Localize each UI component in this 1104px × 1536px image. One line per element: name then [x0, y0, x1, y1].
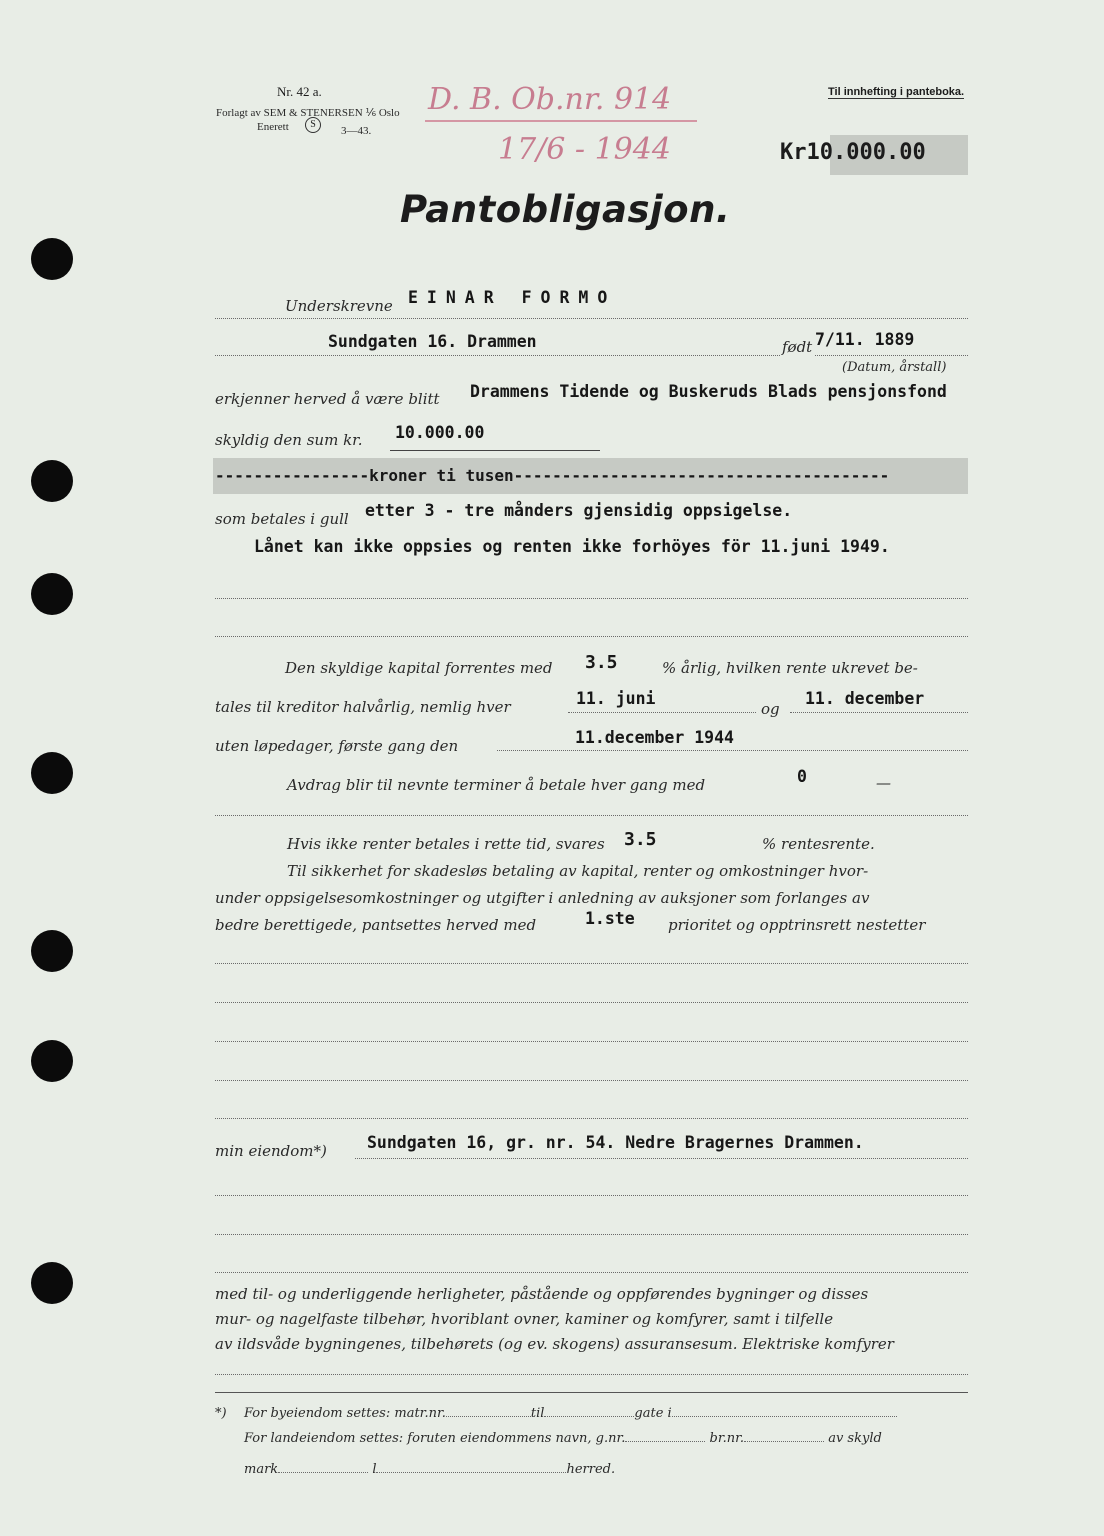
half-year-label: tales til kreditor halvårlig, nemlig hver [215, 698, 511, 716]
dotted-line [355, 1158, 968, 1159]
footnote-l-label: l [372, 1462, 377, 1477]
term-2: 11. december [805, 689, 925, 708]
debt-underline [390, 450, 600, 451]
term-1: 11. juni [576, 689, 656, 708]
undersigned-name: EINAR FORMO [408, 288, 617, 307]
property-label: min eiendom*) [215, 1142, 327, 1160]
footnote-to-label: til [530, 1406, 545, 1421]
dotted-line [790, 712, 968, 713]
first-payment-date: 11.december 1944 [575, 728, 734, 747]
born-value: 7/11. 1889 [815, 330, 915, 349]
interest-label: Den skyldige kapital forrentes med [285, 659, 553, 677]
registry-number: D. B. Ob.nr. 914 [428, 82, 672, 117]
amount-header: Kr10.000.00 [780, 140, 926, 165]
punch-hole [31, 238, 73, 280]
form-number: Nr. 42 a. [277, 84, 322, 99]
debt-label: skyldig den sum kr. [215, 431, 363, 449]
footnote-line-3 [244, 1462, 615, 1477]
punch-hole [31, 930, 73, 972]
debt-value: 10.000.00 [395, 423, 485, 442]
closing-text-2: mur- og nagelfaste tilbehør, hvoriblant ovner, kaminer og komfyrer, samt i tilfelle [215, 1310, 834, 1328]
dotted-line [215, 815, 968, 816]
footnote-line-2 [244, 1431, 882, 1446]
dotted-line [215, 1195, 968, 1196]
dotted-line [215, 355, 780, 356]
handwritten-date: 17/6 - 1944 [498, 132, 671, 167]
footnote-rule [215, 1392, 968, 1393]
publisher-logo-icon: S [305, 117, 321, 133]
interest-suffix: % årlig, hvilken rente ukrevet be- [662, 659, 918, 677]
address-value: Sundgaten 16. Drammen [328, 332, 537, 351]
and-label: og [761, 700, 780, 718]
punch-hole [31, 1040, 73, 1082]
dotted-line [215, 636, 968, 637]
creditor-value: Drammens Tidende og Buskeruds Blads pensjonsfond [470, 382, 947, 401]
late-interest-suffix: % rentesrente. [762, 835, 875, 853]
dotted-line [497, 750, 968, 751]
punch-hole [31, 1262, 73, 1304]
closing-text-1: med til- og underliggende herligheter, påstående og oppførendes bygninger og disses [215, 1285, 869, 1303]
creditor-label: erkjenner herved å være blitt [215, 390, 440, 408]
edition: 3—43. [341, 125, 372, 137]
installment-label: Avdrag blir til nevnte terminer å betale hver gang med [287, 776, 706, 794]
registry-underline [425, 120, 697, 122]
dotted-line [215, 1002, 968, 1003]
first-payment-label: uten løpedager, første gang den [215, 737, 459, 755]
footnote-mark-label: mark [244, 1462, 279, 1477]
loan-condition: Lånet kan ikke oppsies og renten ikke forhöyes för 11.juni 1949. [254, 537, 890, 556]
footnote-line-1 [244, 1406, 897, 1421]
publisher: Forlagt av SEM & STENERSEN ⅙ Oslo [216, 107, 400, 119]
security-text-3b: prioritet og opptrinsrett nestetter [668, 916, 926, 934]
property-value: Sundgaten 16, gr. nr. 54. Nedre Bragernes Drammen. [367, 1133, 864, 1152]
dotted-line [215, 1041, 968, 1042]
punch-hole [31, 460, 73, 502]
payable-value: etter 3 - tre månders gjensidig oppsigelse. [365, 501, 793, 520]
dotted-line [215, 598, 968, 599]
priority-value: 1.ste [585, 909, 635, 928]
undersigned-label: Underskrevne [285, 297, 393, 315]
footnote-skyld-label: av skyld [828, 1431, 882, 1446]
security-text-1: Til sikkerhet for skadesløs betaling av kapital, renter og omkostninger hvor- [287, 862, 869, 880]
footnote-rural-label: For landeiendom settes: foruten eiendommens navn, g.nr. [244, 1431, 626, 1446]
dotted-line [568, 712, 756, 713]
payable-label: som betales i gull [215, 510, 349, 528]
installment-dash: — [876, 774, 891, 792]
security-text-2: under oppsigelsesomkostninger og utgifter i anledning av auksjoner som forlanges av [215, 889, 870, 907]
dotted-line [215, 1080, 968, 1081]
dotted-line [215, 1272, 968, 1273]
footnote-mark: *) [215, 1406, 227, 1421]
punch-hole [31, 752, 73, 794]
rights-note: Enerett [257, 121, 289, 133]
dotted-line [215, 963, 968, 964]
closing-text-3: av ildsvåde bygningenes, tilbehørets (og ev. skogens) assuransesum. Elektriske komfyrer [215, 1335, 894, 1353]
security-text-3a: bedre berettigede, pantsettes herved med [215, 916, 537, 934]
dotted-line [215, 1374, 968, 1375]
footnote-street-label: gate i [634, 1406, 672, 1421]
footnote-brnr-label: br.nr. [709, 1431, 745, 1446]
dotted-line [215, 1118, 968, 1119]
footnote-city-label: For byeiendom settes: matr.nr. [244, 1406, 446, 1421]
born-caption: (Datum, årstall) [842, 360, 947, 375]
dotted-line [815, 355, 968, 356]
insert-note: Til innhefting i panteboka. [828, 86, 965, 98]
footnote-herred-label: herred. [566, 1462, 616, 1477]
punch-hole [31, 573, 73, 615]
installment-value: 0 [797, 767, 807, 786]
document-title: Pantobligasjon. [400, 188, 731, 231]
interest-rate: 3.5 [585, 652, 618, 673]
late-interest-label: Hvis ikke renter betales i rette tid, svares [287, 835, 605, 853]
amount-words: ----------------kroner ti tusen--------------------------------------- [215, 466, 890, 485]
dotted-line [215, 318, 968, 319]
born-label: født [782, 338, 813, 356]
dotted-line [215, 1234, 968, 1235]
late-interest-rate: 3.5 [624, 829, 657, 850]
